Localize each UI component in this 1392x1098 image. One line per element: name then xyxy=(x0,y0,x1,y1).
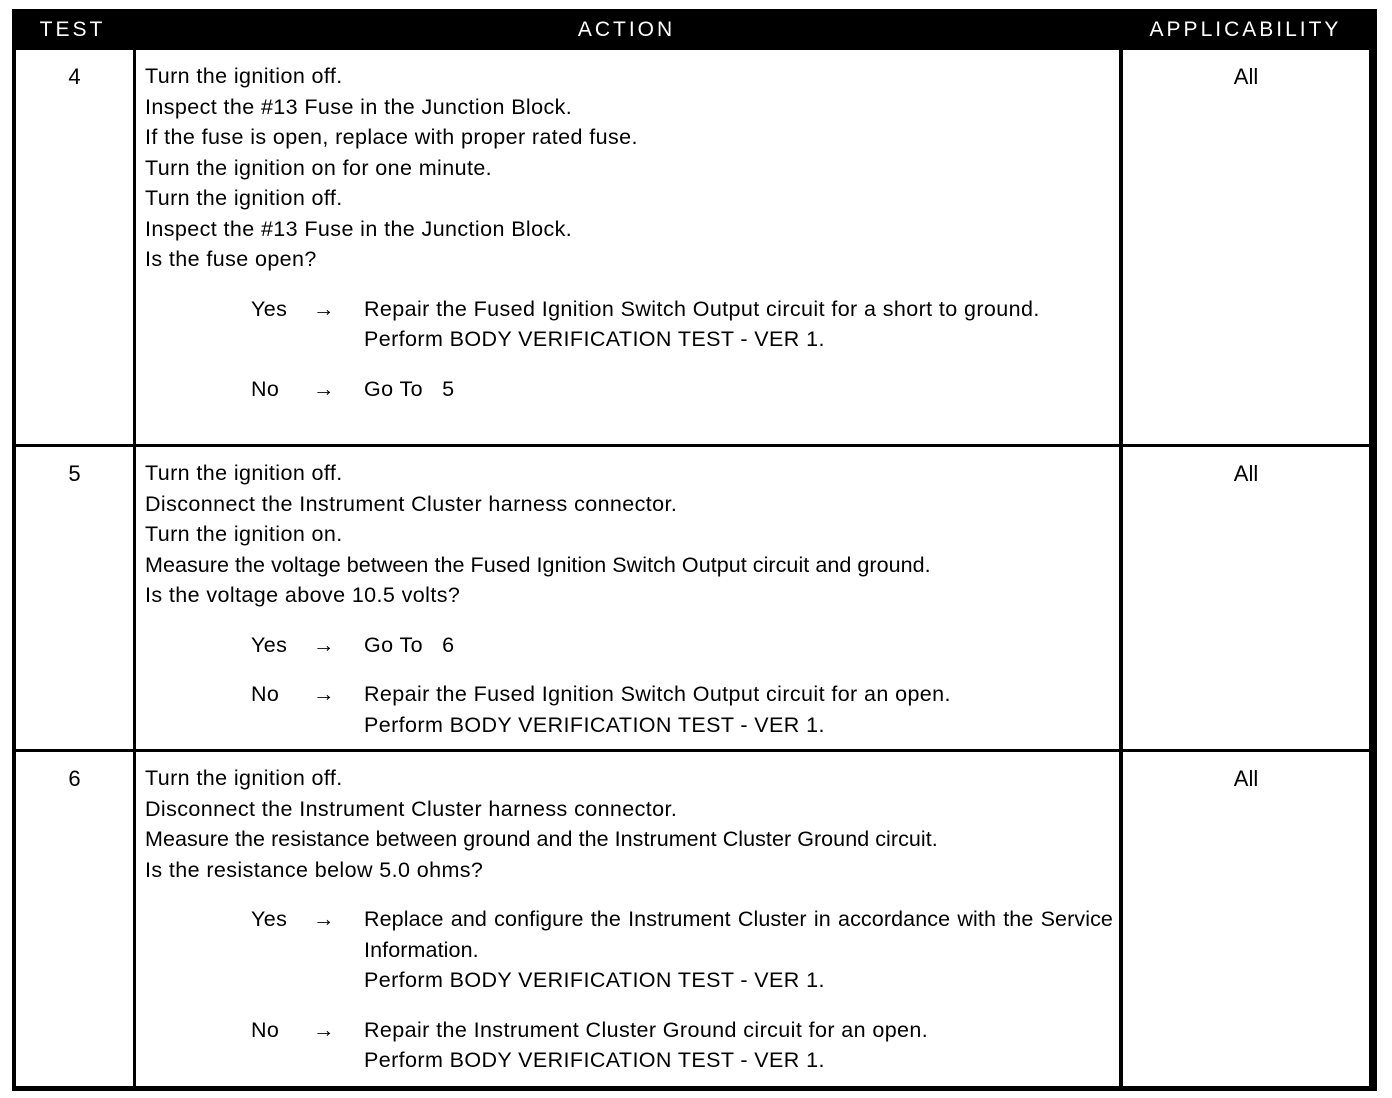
response-line: Repair the Fused Ignition Switch Output circuit for an open. xyxy=(364,682,951,706)
response-line: Repair the Fused Ignition Switch Output circuit for a short to ground. xyxy=(364,296,1040,321)
yes-label: Yes xyxy=(251,907,288,931)
step-line: Turn the ignition off. xyxy=(145,461,343,485)
step-line: Turn the ignition off. xyxy=(145,64,343,88)
step-line: Turn the ignition on for one minute. xyxy=(145,155,493,180)
row-applicability: All xyxy=(1123,752,1369,1086)
step-line: Is the voltage above 10.5 volts? xyxy=(145,583,461,607)
response-line: Go To 6 xyxy=(364,632,455,657)
step-line: Disconnect the Instrument Cluster harness connector. xyxy=(145,796,678,821)
yes-response xyxy=(145,294,1119,355)
yes-response xyxy=(145,630,1119,661)
response-line: Perform BODY VERIFICATION TEST - VER 1. xyxy=(364,1048,825,1072)
step-line: Disconnect the Instrument Cluster harness connector. xyxy=(145,491,678,516)
diagnostic-table xyxy=(12,9,1377,1091)
yes-label: Yes xyxy=(251,296,288,321)
response-line: Repair the Instrument Cluster Ground circuit for an open. xyxy=(364,1017,929,1042)
response-line: Replace and configure the Instrument Cluster in accordance with the Service Information. xyxy=(364,907,1113,962)
step-line: Inspect the #13 Fuse in the Junction Block. xyxy=(145,216,573,241)
no-response xyxy=(145,1015,1119,1076)
row-action xyxy=(136,752,1119,1086)
response-line: Perform BODY VERIFICATION TEST - VER 1. xyxy=(364,712,825,737)
step-line: Measure the voltage between the Fused Ignition Switch Output circuit and ground. xyxy=(145,552,931,577)
header-test: TEST xyxy=(39,18,106,41)
row-action xyxy=(136,50,1119,444)
arrow-icon: → xyxy=(313,907,335,931)
step-line: Turn the ignition off. xyxy=(145,766,343,790)
row-action xyxy=(136,447,1119,749)
step-line: Is the fuse open? xyxy=(145,247,317,271)
no-response xyxy=(145,679,1119,740)
row-test-number: 6 xyxy=(16,752,133,1086)
row-test-number: 5 xyxy=(16,447,133,749)
step-line: Is the resistance below 5.0 ohms? xyxy=(145,857,484,882)
arrow-icon: → xyxy=(313,296,335,321)
row-applicability: All xyxy=(1123,50,1369,444)
header-applicability: APPLICABILITY xyxy=(1149,18,1342,41)
step-line: If the fuse is open, replace with proper rated fuse. xyxy=(145,125,638,149)
step-line: Turn the ignition on. xyxy=(145,522,343,546)
row-test-number: 4 xyxy=(16,50,133,444)
step-line: Measure the resistance between ground and the Instrument Cluster Ground circuit. xyxy=(145,827,938,851)
response-line: Perform BODY VERIFICATION TEST - VER 1. xyxy=(364,968,825,992)
arrow-icon: → xyxy=(313,682,335,706)
header-action: ACTION xyxy=(577,18,676,41)
arrow-icon: → xyxy=(313,632,335,657)
response-line: Perform BODY VERIFICATION TEST - VER 1. xyxy=(364,327,825,351)
no-label: No xyxy=(251,682,280,706)
no-label: No xyxy=(251,376,280,401)
response-line: Go To 5 xyxy=(364,376,455,401)
no-label: No xyxy=(251,1017,280,1042)
arrow-icon: → xyxy=(313,376,335,401)
row-applicability: All xyxy=(1123,447,1369,749)
step-line: Inspect the #13 Fuse in the Junction Block. xyxy=(145,94,573,119)
no-response xyxy=(145,374,1119,405)
arrow-icon: → xyxy=(313,1017,335,1042)
yes-response xyxy=(145,904,1119,996)
yes-label: Yes xyxy=(251,632,288,657)
step-line: Turn the ignition off. xyxy=(145,186,343,210)
